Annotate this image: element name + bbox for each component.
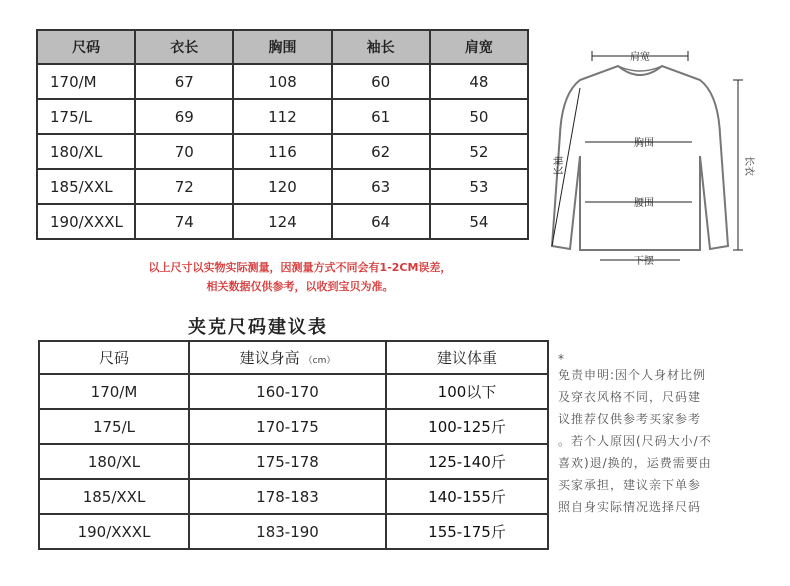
table-cell: 120 — [233, 169, 331, 204]
recommendation-table — [38, 340, 549, 550]
header-shoulder: 肩宽 — [430, 30, 528, 64]
table-cell: 175-178 — [189, 444, 386, 479]
table-cell: 69 — [135, 99, 233, 134]
shirt-outline — [552, 66, 728, 250]
height-unit: （cm） — [303, 356, 336, 366]
weight-cell: 140-155斤 — [386, 479, 548, 514]
table-cell: 185/XXL — [37, 169, 135, 204]
table-row — [37, 204, 528, 239]
weight-cell: 155-175斤 — [386, 514, 548, 549]
table-row — [39, 374, 548, 409]
sleeve-label: 长袖 — [554, 156, 565, 176]
table-cell: 60 — [332, 64, 430, 99]
table-cell: 116 — [233, 134, 331, 169]
measurement-disclaimer — [100, 258, 500, 296]
table-cell: 67 — [135, 64, 233, 99]
weight-cell: 125-140斤 — [386, 444, 548, 479]
header-weight: 建议体重 — [386, 341, 548, 374]
table-row — [39, 444, 548, 479]
table-row — [39, 514, 548, 549]
table-cell: 62 — [332, 134, 430, 169]
table-cell: 61 — [332, 99, 430, 134]
table-cell: 64 — [332, 204, 430, 239]
table-cell: 124 — [233, 204, 331, 239]
weight-cell: 100-125斤 — [386, 409, 548, 444]
table-row — [37, 134, 528, 169]
header-size: 尺码 — [37, 30, 135, 64]
notice-line: 及穿衣风格不同，尺码建 — [558, 390, 702, 404]
table-cell: 72 — [135, 169, 233, 204]
table-cell: 70 — [135, 134, 233, 169]
header-chest: 胸围 — [233, 30, 331, 64]
table-cell: 50 — [430, 99, 528, 134]
chest-label: 胸围 — [634, 138, 654, 149]
table-cell: 74 — [135, 204, 233, 239]
header-length: 衣长 — [135, 30, 233, 64]
notice-line: 照自身实际情况选择尺码 — [558, 500, 702, 514]
notice-line: 议推荐仅供参考买家参考 — [558, 412, 702, 426]
garment-diagram — [540, 36, 755, 276]
disclaimer-line: 相关数据仅供参考，以收到宝贝为准。 — [206, 280, 394, 293]
table-cell: 170/M — [37, 64, 135, 99]
table-cell: 175/L — [39, 409, 189, 444]
table-row — [37, 169, 528, 204]
notice-line: 买家承担，建议亲下单参 — [558, 478, 702, 492]
table-cell: 52 — [430, 134, 528, 169]
table-cell: 190/XXXL — [37, 204, 135, 239]
hem-label: 下摆 — [634, 256, 654, 267]
table-cell: 48 — [430, 64, 528, 99]
table-row — [39, 479, 548, 514]
disclaimer-line: 以上尺寸以实物实际测量，因测量方式不同会有1-2CM误差， — [148, 261, 452, 274]
table-cell: 63 — [332, 169, 430, 204]
header-size: 尺码 — [39, 341, 189, 374]
table-cell: 170/M — [39, 374, 189, 409]
waist-label: 腰围 — [634, 198, 654, 209]
size-table-header — [37, 30, 528, 64]
table-cell: 170-175 — [189, 409, 386, 444]
table-cell: 108 — [233, 64, 331, 99]
table-cell: 112 — [233, 99, 331, 134]
table-cell: 53 — [430, 169, 528, 204]
notice-star: * — [558, 352, 565, 366]
table-cell: 180/XL — [39, 444, 189, 479]
table-row — [37, 64, 528, 99]
table-cell: 160-170 — [189, 374, 386, 409]
table-cell: 190/XXXL — [39, 514, 189, 549]
table-cell: 180/XL — [37, 134, 135, 169]
shoulder-label: 肩宽 — [630, 52, 650, 63]
disclaimer-notice — [558, 354, 758, 518]
table-cell: 178-183 — [189, 479, 386, 514]
header-height: 建议身高 （cm） — [189, 341, 386, 374]
notice-line: 喜欢)退/换的，运费需要由 — [558, 456, 712, 470]
table-cell: 175/L — [37, 99, 135, 134]
notice-line: 。若个人原因(尺码大小/不 — [558, 434, 712, 448]
rec-table-header — [39, 341, 548, 374]
recommendation-title: 夹克尺码建议表 — [188, 317, 328, 338]
table-row — [37, 99, 528, 134]
weight-cell: 100以下 — [386, 374, 548, 409]
table-cell: 185/XXL — [39, 479, 189, 514]
header-sleeve: 袖长 — [332, 30, 430, 64]
length-label: 长衣 — [743, 156, 754, 176]
table-cell: 183-190 — [189, 514, 386, 549]
size-table — [36, 29, 529, 240]
notice-line: 免责申明:因个人身材比例 — [558, 368, 707, 382]
table-row — [39, 409, 548, 444]
table-cell: 54 — [430, 204, 528, 239]
